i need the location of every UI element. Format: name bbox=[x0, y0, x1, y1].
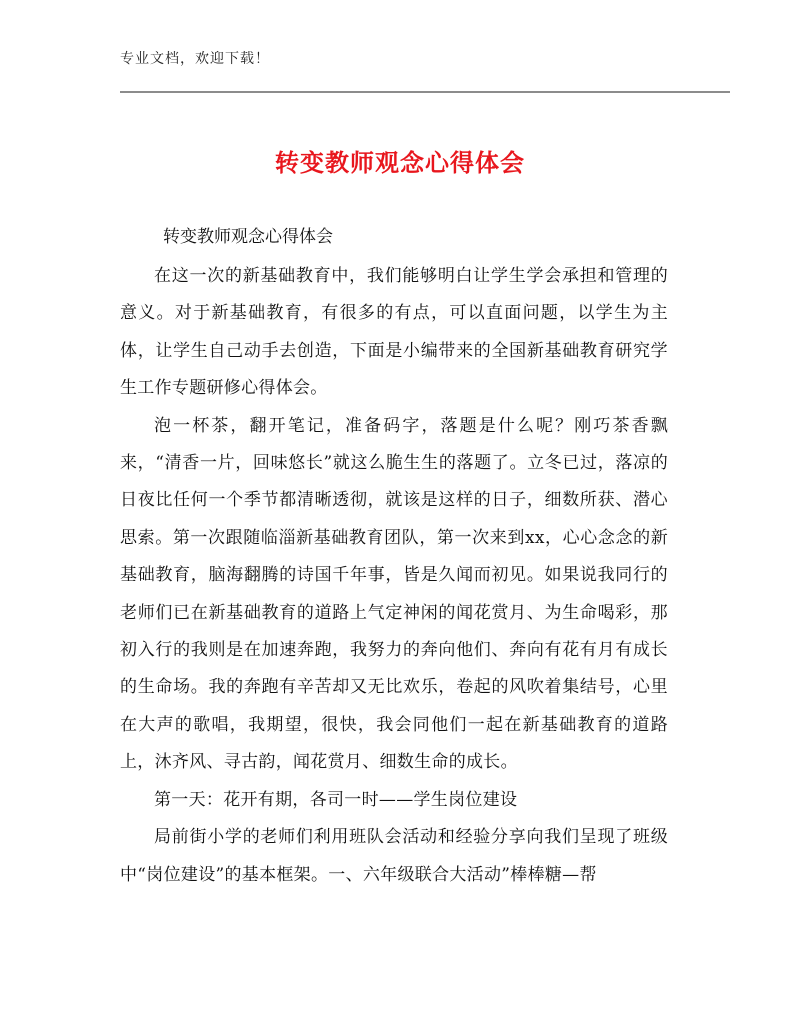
header-note: 专业文档，欢迎下载！ bbox=[120, 51, 270, 67]
paragraph-main: 泡一杯茶，翻开笔记，准备码字，落题是什么呢？刚巧茶香飘来，“清香一片，回味悠长”就这么脆生生的落题了。立冬已过，落凉的日夜比任何一个季节都清晰透彻，就该是这样的日子，细数所获、潜心思索。第一次跟随临淄新基础教育团队，第一次来到xx，心心念念的新基础教育，脑海翻腾的诗国千年事，皆是久闻而初见。如果说我同行的老师们已在新基础教育的道路上气定神闲的闻花赏月、为生命喝彩，那初入行的我则是在加速奔跑，我努力的奔向他们、奔向有花有月有成长的生命场。我的奔跑有辛苦却又无比欢乐，卷起的风吹着集结号，心里在大声的歌唱，我期望，很快，我会同他们一起在新基础教育的道路上，沐齐风、寻古韵，闻花赏月、细数生命的成长。 bbox=[120, 415, 668, 773]
body-text bbox=[120, 258, 668, 894]
paragraph-intro: 在这一次的新基础教育中，我们能够明白让学生学会承担和管理的意义。对于新基础教育，有很多的有点，可以直面问题，以学生为主体，让学生自己动手去创造，下面是小编带来的全国新基础教育研究学生工作专题研修心得体会。 bbox=[120, 266, 668, 399]
paragraph-day-one-heading: 第一天：花开有期，各司一时——学生岗位建设 bbox=[154, 789, 518, 810]
section-subheading: 转变教师观念心得体会 bbox=[163, 227, 333, 247]
header-divider bbox=[120, 91, 730, 93]
paragraph-day-one: 局前街小学的老师们利用班队会活动和经验分享向我们呈现了班级中“岗位建设”的基本框架。一、六年级联合大活动”棒棒糖—帮 bbox=[120, 827, 668, 885]
document-title: 转变教师观念心得体会 bbox=[275, 149, 525, 177]
